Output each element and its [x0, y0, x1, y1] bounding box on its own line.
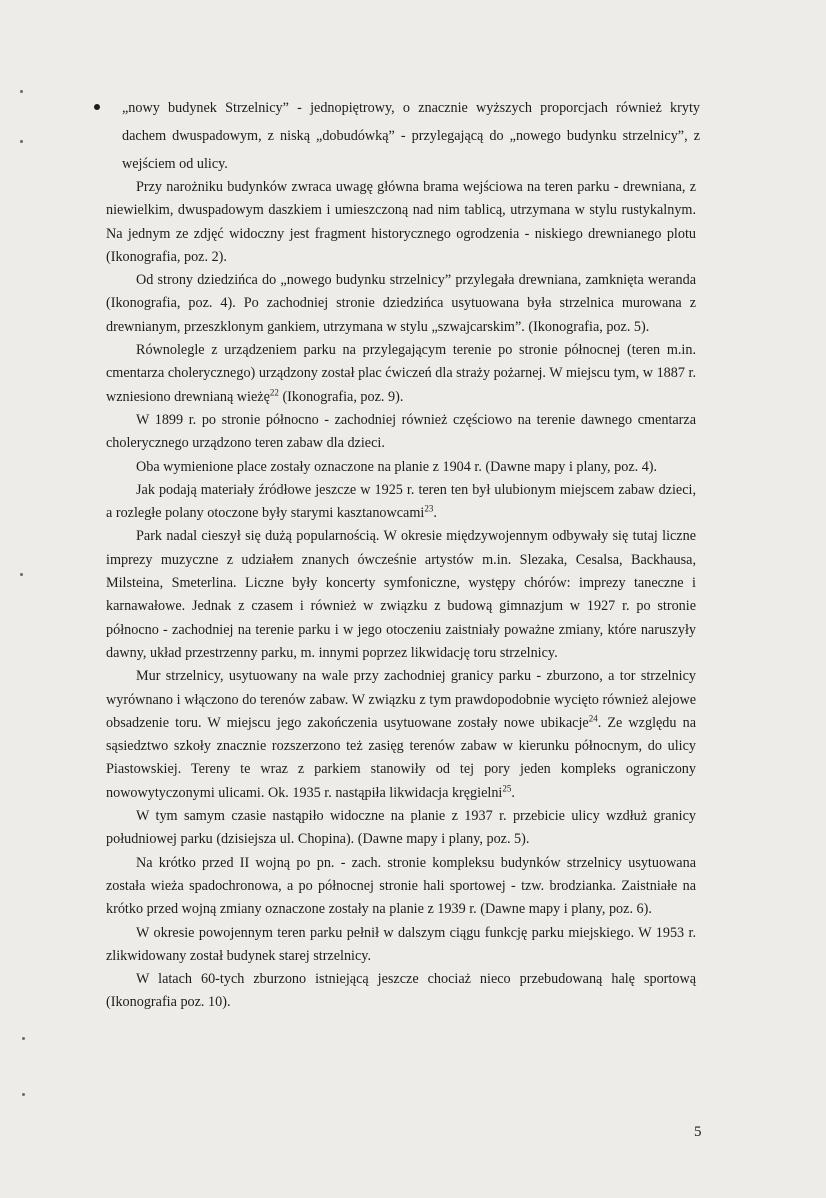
bullet-dot-icon — [94, 104, 100, 110]
scan-speck — [20, 140, 23, 143]
paragraph: Przy narożniku budynków zwraca uwagę główna brama wejściowa na teren parku - drewniana, z niewielkim, dwuspadowym daszkiem i umieszczoną nad nim tablicą, utrzymana w stylu rustykalnym. Na jednym ze zdjęć widoczny jest fragment historycznego ogrodzenia - niskiego drewnianego plotu (Ikonografia, poz. 2). — [106, 179, 696, 265]
paragraph: Oba wymienione place zostały oznaczone na planie z 1904 r. (Dawne mapy i plany, poz. 4). — [136, 458, 658, 475]
paragraph: W okresie powojennym teren parku pełnił w dalszym ciągu funkcję parku miejskiego. W 1953 r. zlikwidowany został budynek starej strzelnicy. — [106, 924, 696, 964]
paragraph: W tym samym czasie nastąpiło widoczne na planie z 1937 r. przebicie ulicy wzdłuż granicy południowej parku (dzisiejsza ul. Chopina). (Dawne mapy i plany, poz. 5). — [106, 808, 696, 848]
footnote-ref: 22 — [269, 386, 279, 397]
paragraph: Od strony dziedzińca do „nowego budynku strzelnicy” przylegała drewniana, zamknięta weranda (Ikonografia, poz. 4). Po zachodniej stronie dziedzińca usytuowana była strzelnica murowana z drewnianym, przeszklonym gankiem, utrzymana w stylu „szwajcarskim”. (Ikonografia, poz. 5). — [106, 272, 696, 335]
page-number: 5 — [694, 1124, 702, 1140]
paragraph: Park nadal cieszył się dużą popularnością. W okresie międzywojennym odbywały się tutaj liczne imprezy muzyczne z udziałem znanych ówcześnie artystów m.in. Slezaka, Cesalsa, Backhausa, Milsteina, Smeterlina. Liczne były koncerty symfoniczne, występy chórów: imprezy taneczne i karnawałowe. Jednak z czasem i również w związku z budową gimnazjum w 1927 r. po stronie północno - zachodniej na terenie parku i w jego otoczeniu zaistniały poważne zmiany, które naruszyły dawny, układ przestrzenny parku, m. innymi poprzez likwidację toru strzelnicy. — [106, 528, 696, 661]
paragraph: W 1899 r. po stronie północno - zachodniej również częściowo na terenie dawnego cmentarza cholerycznego urządzono teren zabaw dla dzieci. — [106, 411, 696, 452]
footnote-ref: 23 — [424, 503, 434, 514]
body-text — [106, 176, 696, 1015]
paragraph: Jak podają materiały źródłowe jeszcze w 1925 r. teren ten był ulubionym miejscem zabaw dzieci, a rozległe polany otoczone były starymi kasztanowcami$^{23}$. — [106, 481, 696, 522]
paragraph: Równolegle z urządzeniem parku na przylegającym terenie po stronie północnej (teren m.in. cmentarza cholerycznego) urządzony został plac ćwiczeń dla straży pożarnej. W miejscu tym, w 1887 r. wzniesiono drewnianą wieżę$^{22}$ (Ikonografia, poz. 9). — [106, 342, 696, 405]
scan-speck — [22, 1037, 25, 1040]
paragraph: W latach 60-tych zburzono istniejącą jeszcze chociaż nieco przebudowaną halę sportową (Ikonografia poz. 10). — [106, 971, 696, 1011]
scan-speck — [20, 90, 23, 93]
scan-speck — [20, 573, 23, 576]
footnote-ref: 24 — [588, 713, 598, 724]
paragraph: Na krótko przed II wojną po pn. - zach. stronie kompleksu budynków strzelnicy usytuowana została wieża spadochronowa, a po północnej stronie hali sportowej - tzw. brodzianka. Zaistniałe na krótko przed wojną zmiany oznaczone zostały na planie z 1939 r. (Dawne mapy i plany, poz. 6). — [106, 854, 696, 918]
bullet-text: „nowy budynek Strzelnicy” - jednopiętrowy, o znacznie wyższych proporcjach również kryty dachem dwuspadowym, z niską „dobudówką” - przylegającą do „nowego budynku strzelnicy”, z wejściem od ulicy. — [122, 100, 700, 172]
footnote-ref: 25 — [502, 782, 512, 793]
paragraph: Mur strzelnicy, usytuowany na wale przy zachodniej granicy parku - zburzono, a tor strzelnicy wyrównano i włączono do terenów zabaw. W związku z tym prawdopodobnie wycięto również alejowe obsadzenie toru. W miejscu jego zakończenia usytuowane zostały nowe ubikacje$^{24}$. Ze względu na sąsiedztwo szkoły znacznie rozszerzono też zasięg terenów zabaw w kierunku północnym, do ulicy Piastowskiej. Tereny te wraz z parkiem stanowiły od tej pory jeden kompleks ograniczony nowowytyczonymi ulicami. Ok. 1935 r. nastąpiła likwidacja kręgielni$^{25}$. — [106, 668, 696, 801]
scan-speck — [22, 1093, 25, 1096]
bullet-item — [94, 94, 700, 178]
